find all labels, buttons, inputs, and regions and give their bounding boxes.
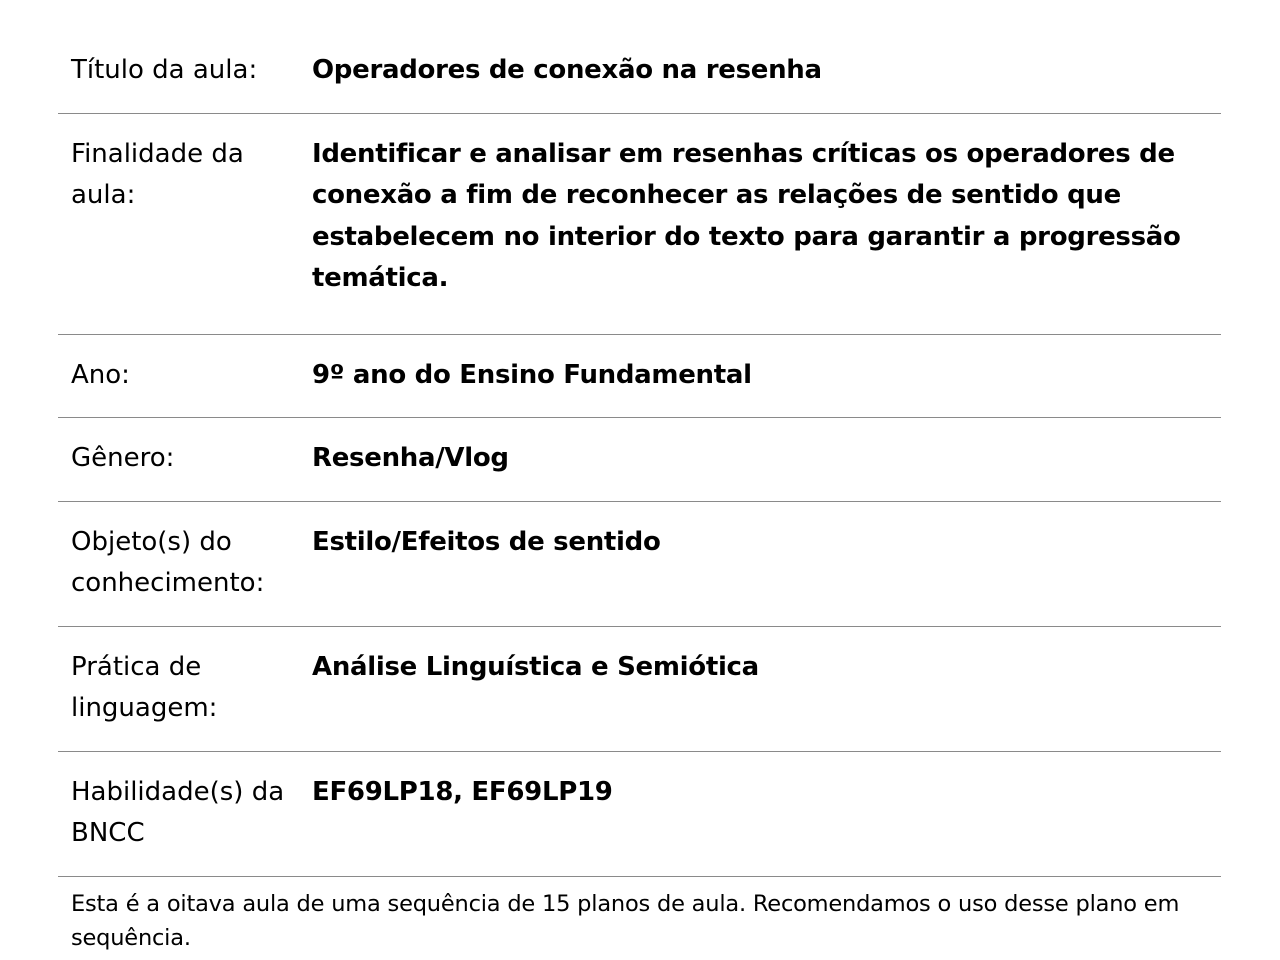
row-label: Prática de linguagem: [58, 626, 312, 751]
sequence-note: Esta é a oitava aula de uma sequência de 15 planos de aula. Recomendamos o uso desse plano em sequência. [71, 890, 1180, 951]
row-label: Gênero: [58, 418, 312, 502]
row-label: Finalidade da aula: [58, 113, 312, 334]
row-label: Objeto(s) do conhecimento: [58, 501, 312, 626]
row-value: Identificar e analisar em resenhas críticas os operadores de conexão a fim de reconhecer as relações de sentido que estabelecem no interior do texto para garantir a progressão temática. [312, 113, 1221, 334]
row-ano [58, 334, 1221, 418]
row-value: Estilo/Efeitos de sentido [312, 501, 1221, 626]
lesson-plan-document [58, 31, 1221, 955]
row-value: Análise Linguística e Semiótica [312, 626, 1221, 751]
row-value: 9º ano do Ensino Fundamental [312, 334, 1221, 418]
row-titulo [58, 31, 1221, 113]
row-label: Título da aula: [58, 31, 312, 113]
row-pratica-linguagem [58, 626, 1221, 751]
row-value: Operadores de conexão na resenha [312, 31, 1221, 113]
row-label: Habilidade(s) da BNCC [58, 751, 312, 876]
lesson-info-table [58, 31, 1221, 877]
row-finalidade [58, 113, 1221, 334]
row-objeto-conhecimento [58, 501, 1221, 626]
row-genero [58, 418, 1221, 502]
row-value: EF69LP18, EF69LP19 [312, 751, 1221, 876]
row-label: Ano: [58, 334, 312, 418]
row-value: Resenha/Vlog [312, 418, 1221, 502]
row-habilidades-bncc [58, 751, 1221, 876]
